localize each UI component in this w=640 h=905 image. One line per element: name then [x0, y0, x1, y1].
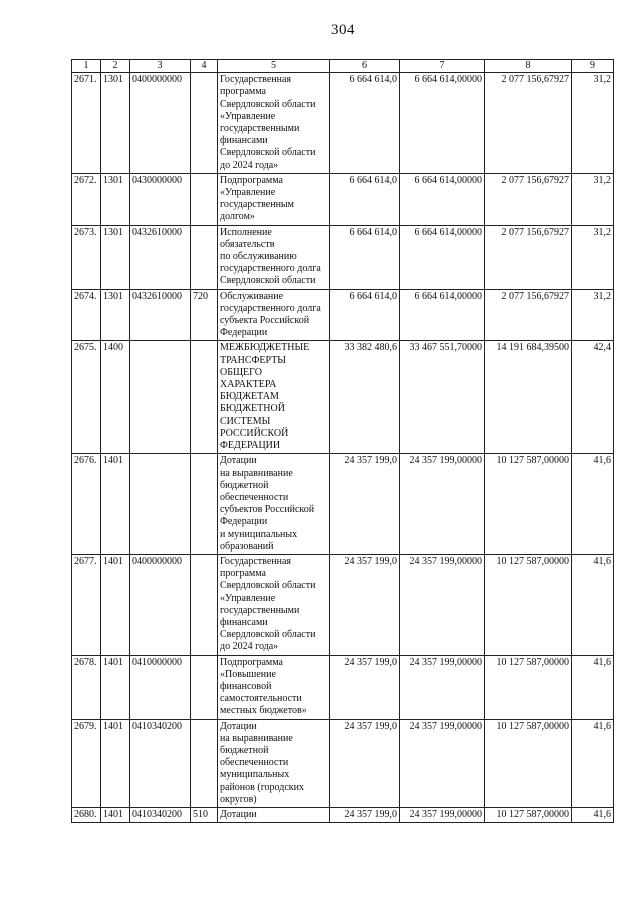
amount-col8-cell: 10 127 587,00000 — [485, 655, 572, 719]
expense-type-cell — [191, 173, 218, 225]
amount-col8-cell: 10 127 587,00000 — [485, 719, 572, 807]
section-code-cell: 1401 — [101, 554, 130, 655]
section-code-cell: 1301 — [101, 289, 130, 341]
amount-col7-cell: 6 664 614,00000 — [400, 73, 485, 174]
amount-col6-cell: 24 357 199,0 — [330, 454, 400, 555]
table-row — [72, 454, 614, 555]
percent-cell: 31,2 — [572, 225, 614, 289]
row-number-cell: 2680. — [72, 807, 101, 822]
header-cell: 5 — [218, 60, 330, 73]
row-number-cell: 2677. — [72, 554, 101, 655]
amount-col7-cell: 24 357 199,00000 — [400, 719, 485, 807]
amount-col6-cell: 6 664 614,0 — [330, 225, 400, 289]
section-code-cell: 1301 — [101, 225, 130, 289]
percent-cell: 31,2 — [572, 289, 614, 341]
item-name-cell: Исполнение обязательств по обслуживанию государственного долга Свердловской области — [218, 225, 330, 289]
header-cell: 9 — [572, 60, 614, 73]
target-article-cell: 0432610000 — [130, 225, 191, 289]
expense-type-cell — [191, 719, 218, 807]
amount-col7-cell: 33 467 551,70000 — [400, 341, 485, 454]
target-article-cell: 0430000000 — [130, 173, 191, 225]
section-code-cell: 1301 — [101, 73, 130, 174]
table-row — [72, 554, 614, 655]
amount-col6-cell: 24 357 199,0 — [330, 554, 400, 655]
target-article-cell: 0432610000 — [130, 289, 191, 341]
amount-col7-cell: 6 664 614,00000 — [400, 225, 485, 289]
row-number-cell: 2672. — [72, 173, 101, 225]
header-cell: 6 — [330, 60, 400, 73]
table-row — [72, 655, 614, 719]
table-row — [72, 173, 614, 225]
table-row — [72, 719, 614, 807]
amount-col7-cell: 24 357 199,00000 — [400, 554, 485, 655]
header-cell: 8 — [485, 60, 572, 73]
item-name-cell: Государственная программа Свердловской области «Управление государственными финансами Свердловской области до 2024 года» — [218, 554, 330, 655]
amount-col8-cell: 10 127 587,00000 — [485, 807, 572, 822]
amount-col6-cell: 6 664 614,0 — [330, 173, 400, 225]
amount-col8-cell: 2 077 156,67927 — [485, 225, 572, 289]
amount-col7-cell: 24 357 199,00000 — [400, 807, 485, 822]
target-article-cell — [130, 341, 191, 454]
header-cell: 7 — [400, 60, 485, 73]
table-row — [72, 73, 614, 174]
amount-col6-cell: 33 382 480,6 — [330, 341, 400, 454]
section-code-cell: 1401 — [101, 454, 130, 555]
percent-cell: 31,2 — [572, 73, 614, 174]
header-cell: 2 — [101, 60, 130, 73]
amount-col8-cell: 10 127 587,00000 — [485, 554, 572, 655]
amount-col8-cell: 2 077 156,67927 — [485, 289, 572, 341]
expense-type-cell — [191, 73, 218, 174]
table-header-row — [72, 60, 614, 73]
item-name-cell: Обслуживание государственного долга субъекта Российской Федерации — [218, 289, 330, 341]
amount-col6-cell: 24 357 199,0 — [330, 807, 400, 822]
amount-col8-cell: 2 077 156,67927 — [485, 73, 572, 174]
amount-col6-cell: 6 664 614,0 — [330, 73, 400, 174]
percent-cell: 41,6 — [572, 807, 614, 822]
budget-table — [71, 59, 614, 823]
table-body — [72, 73, 614, 823]
item-name-cell: Дотации на выравнивание бюджетной обеспеченности муниципальных районов (городских округов) — [218, 719, 330, 807]
section-code-cell: 1401 — [101, 807, 130, 822]
row-number-cell: 2674. — [72, 289, 101, 341]
amount-col7-cell: 24 357 199,00000 — [400, 655, 485, 719]
item-name-cell: Подпрограмма «Управление государственным долгом» — [218, 173, 330, 225]
section-code-cell: 1401 — [101, 719, 130, 807]
amount-col8-cell: 2 077 156,67927 — [485, 173, 572, 225]
section-code-cell: 1301 — [101, 173, 130, 225]
amount-col6-cell: 24 357 199,0 — [330, 719, 400, 807]
amount-col8-cell: 14 191 684,39500 — [485, 341, 572, 454]
header-cell: 1 — [72, 60, 101, 73]
percent-cell: 42,4 — [572, 341, 614, 454]
target-article-cell — [130, 454, 191, 555]
expense-type-cell: 720 — [191, 289, 218, 341]
amount-col6-cell: 24 357 199,0 — [330, 655, 400, 719]
percent-cell: 41,6 — [572, 554, 614, 655]
section-code-cell: 1401 — [101, 655, 130, 719]
expense-type-cell: 510 — [191, 807, 218, 822]
row-number-cell: 2678. — [72, 655, 101, 719]
section-code-cell: 1400 — [101, 341, 130, 454]
percent-cell: 41,6 — [572, 719, 614, 807]
item-name-cell: Подпрограмма «Повышение финансовой самостоятельности местных бюджетов» — [218, 655, 330, 719]
target-article-cell: 0400000000 — [130, 73, 191, 174]
amount-col7-cell: 6 664 614,00000 — [400, 289, 485, 341]
expense-type-cell — [191, 655, 218, 719]
table-row — [72, 289, 614, 341]
row-number-cell: 2676. — [72, 454, 101, 555]
header-cell: 3 — [130, 60, 191, 73]
item-name-cell: Дотации — [218, 807, 330, 822]
expense-type-cell — [191, 454, 218, 555]
item-name-cell: Дотации на выравнивание бюджетной обеспеченности субъектов Российской Федерации и муниципальных образований — [218, 454, 330, 555]
expense-type-cell — [191, 341, 218, 454]
amount-col6-cell: 6 664 614,0 — [330, 289, 400, 341]
item-name-cell: МЕЖБЮДЖЕТНЫЕ ТРАНСФЕРТЫ ОБЩЕГО ХАРАКТЕРА БЮДЖЕТАМ БЮДЖЕТНОЙ СИСТЕМЫ РОССИЙСКОЙ ФЕДЕРАЦИИ — [218, 341, 330, 454]
target-article-cell: 0400000000 — [130, 554, 191, 655]
percent-cell: 41,6 — [572, 655, 614, 719]
percent-cell: 31,2 — [572, 173, 614, 225]
row-number-cell: 2671. — [72, 73, 101, 174]
amount-col8-cell: 10 127 587,00000 — [485, 454, 572, 555]
amount-col7-cell: 24 357 199,00000 — [400, 454, 485, 555]
amount-col7-cell: 6 664 614,00000 — [400, 173, 485, 225]
table-row — [72, 225, 614, 289]
percent-cell: 41,6 — [572, 454, 614, 555]
target-article-cell: 0410340200 — [130, 719, 191, 807]
table-row — [72, 807, 614, 822]
item-name-cell: Государственная программа Свердловской области «Управление государственными финансами Свердловской области до 2024 года» — [218, 73, 330, 174]
header-cell: 4 — [191, 60, 218, 73]
row-number-cell: 2679. — [72, 719, 101, 807]
target-article-cell: 0410340200 — [130, 807, 191, 822]
expense-type-cell — [191, 225, 218, 289]
row-number-cell: 2673. — [72, 225, 101, 289]
expense-type-cell — [191, 554, 218, 655]
row-number-cell: 2675. — [72, 341, 101, 454]
table-row — [72, 341, 614, 454]
target-article-cell: 0410000000 — [130, 655, 191, 719]
page-number: 304 — [331, 22, 355, 38]
